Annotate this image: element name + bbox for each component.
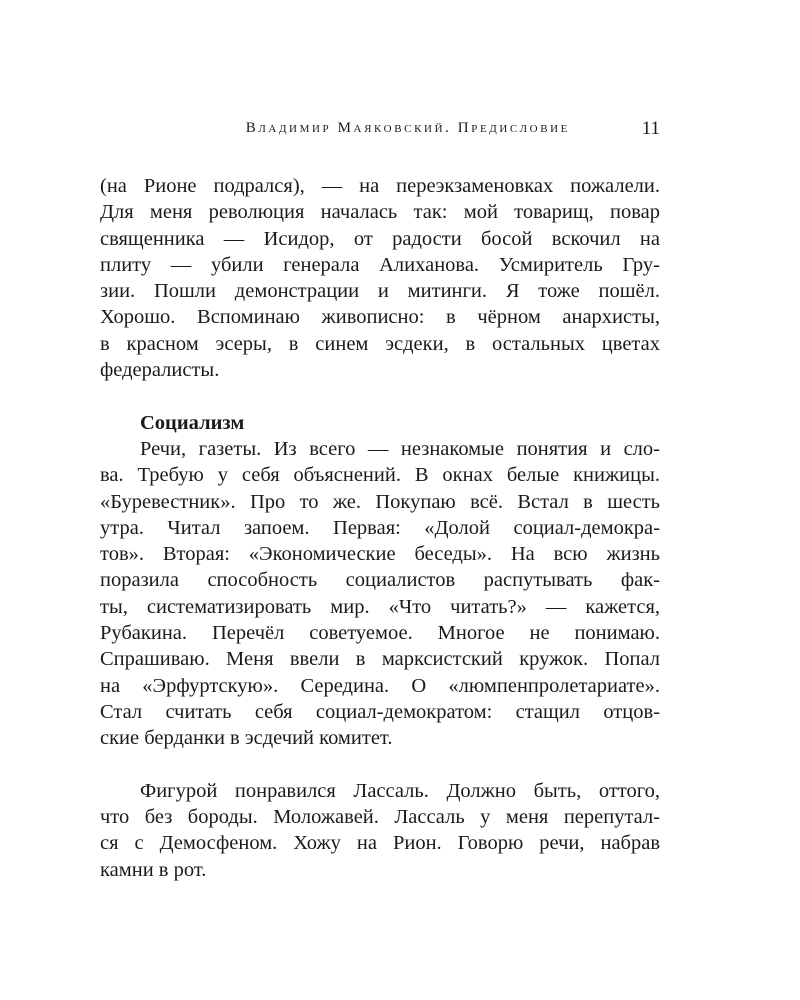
text-line: поразила способность социалистов распутывать фак- bbox=[100, 569, 660, 592]
text-line: утра. Читал запоем. Первая: «Долой социал-демокра- bbox=[100, 516, 660, 539]
running-head bbox=[100, 120, 660, 144]
text-line: ся с Демосфеном. Хожу на Рион. Говорю речи, набрав bbox=[100, 832, 660, 855]
paragraph-3 bbox=[100, 778, 660, 883]
text-line: Хорошо. Вспоминаю живописно: в чёрном анархисты, bbox=[100, 306, 660, 329]
text-line: Фигурой понравился Лассаль. Должно быть, оттого, bbox=[140, 779, 660, 802]
text-line: плиту — убили генерала Алиханова. Усмиритель Гру- bbox=[100, 253, 660, 276]
text-line: что без бороды. Моложавей. Лассаль у меня перепутал- bbox=[100, 806, 660, 829]
text-line: (на Рионе подрался), — на переэкзаменовках пожалели. bbox=[100, 175, 660, 197]
text-line: Речи, газеты. Из всего — незнакомые понятия и сло- bbox=[140, 437, 660, 460]
text-line: ва. Требую у себя объяснений. В окнах белые книжицы. bbox=[100, 464, 660, 487]
text-line: федералисты. bbox=[100, 359, 220, 382]
text-line: Спрашиваю. Меня ввели в марксистский кружок. Попал bbox=[100, 648, 660, 671]
page-number: 11 bbox=[641, 118, 660, 139]
text-line: ты, систематизировать мир. «Что читать?» — кажется, bbox=[100, 595, 660, 618]
text-line: Стал считать себя социал-демократом: стащил отцов- bbox=[100, 700, 660, 723]
text-line: камни в рот. bbox=[100, 858, 207, 881]
text-line: в красном эсеры, в синем эсдеки, в остальных цветах bbox=[100, 332, 660, 355]
paragraph-1 bbox=[100, 173, 660, 383]
section-heading: Социализм bbox=[140, 411, 245, 434]
paragraph-2 bbox=[100, 436, 660, 752]
text-line: зии. Пошли демонстрации и митинги. Я тоже пошёл. bbox=[100, 280, 660, 303]
running-title: Владимир Маяковский. Предисловие bbox=[245, 120, 570, 136]
body-text bbox=[100, 173, 660, 883]
text-line: «Буревестник». Про то же. Покупаю всё. Встал в шесть bbox=[100, 490, 660, 513]
paragraph-gap bbox=[100, 383, 660, 409]
text-line: священника — Исидор, от радости босой вскочил на bbox=[100, 227, 660, 250]
text-line: Рубакина. Перечёл советуемое. Многое не понимаю. bbox=[100, 622, 660, 645]
text-line: тов». Вторая: «Экономические беседы». На всю жизнь bbox=[100, 543, 660, 566]
text-line: ские берданки в эсдечий комитет. bbox=[100, 727, 393, 750]
text-line: на «Эрфуртскую». Середина. О «люмпенпролетариате». bbox=[100, 674, 660, 697]
paragraph-gap bbox=[100, 752, 660, 778]
text-line: Для меня революция началась так: мой товарищ, повар bbox=[100, 201, 660, 224]
